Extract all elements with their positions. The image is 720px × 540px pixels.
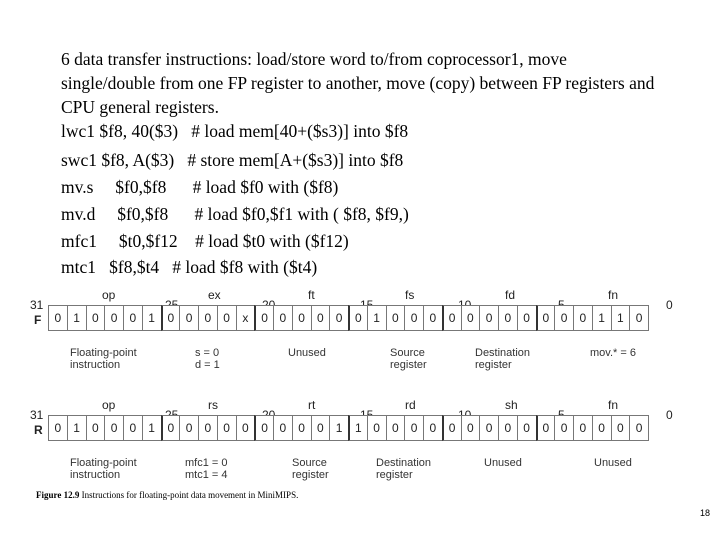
bit-number: 31 <box>30 408 44 422</box>
bit-cell: 0 <box>423 415 443 441</box>
bit-cell: 0 <box>442 305 462 331</box>
bit-cell: 0 <box>554 305 574 331</box>
bit-cell: 1 <box>367 305 387 331</box>
bit-cell: 1 <box>67 415 87 441</box>
bit-cell: 0 <box>517 415 537 441</box>
field-name: rs <box>208 398 218 412</box>
instruction-mv-s: mv.s $f0,$f8 # load $f0 with ($f8) <box>61 177 339 197</box>
field-name: rd <box>405 398 416 412</box>
instruction-mtc1: mtc1 $f8,$t4 # load $f8 with ($t4) <box>61 257 318 277</box>
bit-cell: 1 <box>67 305 87 331</box>
bit-cell: 0 <box>329 305 349 331</box>
rs-label: mfc1 = 0 mtc1 = 4 <box>185 457 228 481</box>
bit-cell: 0 <box>161 305 181 331</box>
bit-cell: 0 <box>48 305 68 331</box>
field-name: fd <box>505 288 516 302</box>
format-tag: F <box>34 313 42 327</box>
bit-cell: 0 <box>123 305 143 331</box>
instruction-mfc1: mfc1 $t0,$f12 # load $t0 with ($f12) <box>61 231 349 251</box>
bit-cell: 0 <box>517 305 537 331</box>
bit-cell: 0 <box>479 415 499 441</box>
field-name: ft <box>308 288 315 302</box>
fn-label: Unused <box>594 457 632 469</box>
bit-cell: 0 <box>536 305 556 331</box>
bit-cell: 0 <box>48 415 68 441</box>
bit-cell: 0 <box>292 415 312 441</box>
op-label: Floating-point instruction <box>70 347 137 371</box>
bit-cell: 1 <box>329 415 349 441</box>
field-name: ex <box>208 288 221 302</box>
bit-cell: 0 <box>386 415 406 441</box>
bit-cell: 1 <box>611 305 631 331</box>
ex-label: s = 0 d = 1 <box>195 347 220 371</box>
field-name: rt <box>308 398 316 412</box>
figure-number: Figure 12.9 <box>36 490 80 500</box>
bit-cell: 1 <box>142 415 162 441</box>
f-format-diagram <box>30 290 690 390</box>
intro-text <box>61 47 661 119</box>
bit-cell: 0 <box>629 305 649 331</box>
bit-cell: 0 <box>404 305 424 331</box>
rt-label: Source register <box>292 457 329 481</box>
bit-cell: 0 <box>254 415 274 441</box>
field-name: sh <box>505 398 518 412</box>
instruction-mv-d: mv.d $f0,$f8 # load $f0,$f1 with ( $f8, $f9,) <box>61 204 409 224</box>
bit-cell: 0 <box>554 415 574 441</box>
bit-number: 0 <box>666 408 673 422</box>
instruction-swc1: swc1 $f8, A($3) # store mem[A+($s3)] into $f8 <box>61 150 404 170</box>
bit-cell: 0 <box>273 305 293 331</box>
bit-cell: 0 <box>292 305 312 331</box>
bit-cell: 1 <box>142 305 162 331</box>
page-number: 18 <box>699 508 710 518</box>
fn-label: mov.* = 6 <box>590 347 636 359</box>
bit-cell: 0 <box>536 415 556 441</box>
fs-label: Source register <box>390 347 427 371</box>
bit-cell: 0 <box>161 415 181 441</box>
bit-cell: 0 <box>423 305 443 331</box>
bit-cell: 1 <box>348 415 368 441</box>
bit-cell: 0 <box>311 415 331 441</box>
bit-cell: 0 <box>198 305 218 331</box>
bit-cell: 0 <box>442 415 462 441</box>
ft-label: Unused <box>288 347 326 359</box>
bit-row <box>48 415 648 441</box>
bit-cell: 0 <box>123 415 143 441</box>
bit-cell: 0 <box>86 415 106 441</box>
fd-label: Destination register <box>475 347 531 371</box>
field-name: op <box>102 288 116 302</box>
bit-cell: 0 <box>498 415 518 441</box>
bit-row <box>48 305 648 331</box>
bit-cell: 0 <box>498 305 518 331</box>
bit-cell: 0 <box>217 305 237 331</box>
bit-cell: 0 <box>348 305 368 331</box>
bit-number: 31 <box>30 298 44 312</box>
field-name: fs <box>405 288 415 302</box>
bit-number: 0 <box>666 298 673 312</box>
field-name: fn <box>608 398 619 412</box>
bit-cell: 0 <box>311 305 331 331</box>
bit-cell: 0 <box>217 415 237 441</box>
bit-cell: 0 <box>573 305 593 331</box>
intro-paragraph: 6 data transfer instructions: load/store word to/from coprocessor1, move single/double from one FP register to another, move (copy) between FP registers and CPU general registers. <box>61 49 655 117</box>
r-format-diagram <box>30 400 690 500</box>
bit-cell: 0 <box>461 305 481 331</box>
op-label: Floating-point instruction <box>70 457 137 481</box>
bit-cell: 0 <box>86 305 106 331</box>
figure-caption <box>36 490 298 500</box>
bit-cell: 0 <box>273 415 293 441</box>
sh-label: Unused <box>484 457 522 469</box>
instruction-lwc1: lwc1 $f8, 40($3) # load mem[40+($s3)] into $f8 <box>61 121 409 141</box>
field-name: fn <box>608 288 619 302</box>
rd-label: Destination register <box>376 457 432 481</box>
bit-cell: x <box>236 305 256 331</box>
bit-cell: 0 <box>104 305 124 331</box>
bit-cell: 0 <box>461 415 481 441</box>
bit-cell: 0 <box>104 415 124 441</box>
format-tag: R <box>34 423 43 437</box>
bit-cell: 0 <box>611 415 631 441</box>
bit-cell: 0 <box>179 415 199 441</box>
figure-caption-text: Instructions for floating-point data movement in MiniMIPS. <box>81 490 299 500</box>
bit-cell: 0 <box>198 415 218 441</box>
bit-cell: 0 <box>592 415 612 441</box>
bit-cell: 0 <box>386 305 406 331</box>
bit-cell: 0 <box>573 415 593 441</box>
field-name: op <box>102 398 116 412</box>
bit-cell: 0 <box>629 415 649 441</box>
bit-cell: 0 <box>236 415 256 441</box>
bit-cell: 0 <box>179 305 199 331</box>
bit-cell: 0 <box>367 415 387 441</box>
bit-cell: 0 <box>479 305 499 331</box>
bit-cell: 0 <box>254 305 274 331</box>
bit-cell: 0 <box>404 415 424 441</box>
bit-cell: 1 <box>592 305 612 331</box>
